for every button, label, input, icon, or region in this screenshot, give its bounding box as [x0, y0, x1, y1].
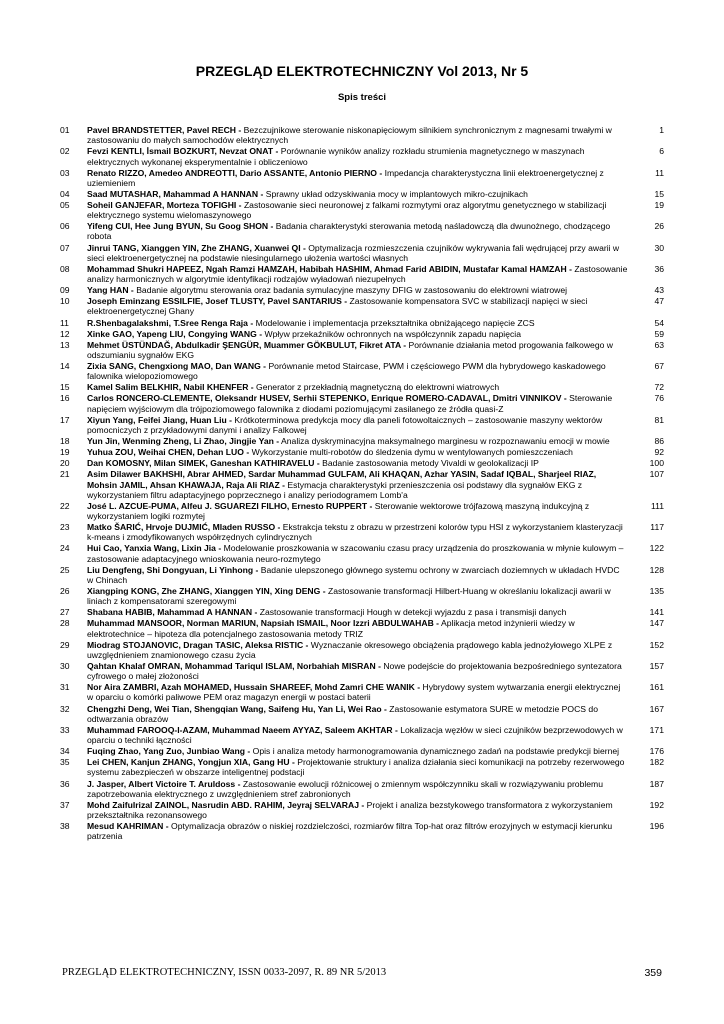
entry-title: Hybrydowy system wytwarzania energii elektrycznej w oparciu o komórki paliwowe PEM oraz magazyn energii w postaci baterii: [87, 682, 621, 703]
toc-heading: Spis treści: [337, 92, 387, 103]
entry-authors: Mehmet ÜSTÜNDAĞ, Abdulkadir ŞENGÜR, Muammer GÖKBULUT, Fikret ATA -: [87, 339, 407, 350]
entry-authors: Asim Dilawer BAKHSHI, Abrar AHMED, Sardar Muhammad GULFAM, Ali KHAQAN, Azhar YASIN, Sadaf IQBAL, Sharjeel RIAZ, Mohsin JAMIL, Ahsan KHAWAJA, Raja Ali RIAZ -: [87, 469, 597, 490]
entry-text: [87, 436, 636, 446]
entry-page-number: 122: [649, 543, 664, 554]
entry-number: 08: [60, 263, 70, 274]
entry-text: [87, 318, 636, 328]
entry-authors: Dan KOMOSNY, Milan SIMEK, Ganeshan KATHIRAVELU -: [87, 458, 320, 469]
toc-entry[interactable]: [60, 779, 664, 799]
entry-authors: Mohd Zaifulrizal ZAINOL, Nasrudin ABD. RAHIM, Jeyraj SELVARAJ -: [87, 799, 365, 810]
entry-page-number: 157: [649, 660, 664, 671]
entry-page-number: 111: [650, 500, 664, 511]
entry-page-number: 187: [649, 778, 664, 789]
entry-text: [87, 361, 636, 381]
entry-title: Zastosowanie analizy harmonicznych w algorytmie identyfikacji rodzajów wyładowań niezupełnych: [87, 263, 628, 285]
entry-title: Wpływ przekaźników ochronnych na współczynnik zapadu napięcia: [264, 328, 521, 339]
entry-text: [87, 543, 636, 563]
toc-entry[interactable]: [60, 318, 664, 328]
entry-page-number: 182: [649, 757, 664, 768]
entry-number: 19: [60, 447, 70, 458]
entry-number: 03: [60, 167, 70, 178]
toc-entry[interactable]: [60, 329, 664, 339]
entry-authors: Zixia SANG, Chengxiong MAO, Dan WANG -: [87, 361, 267, 372]
toc-entry[interactable]: [60, 264, 664, 284]
entry-number: 32: [60, 703, 70, 714]
toc-entry[interactable]: [60, 618, 664, 638]
toc-entry[interactable]: [60, 522, 664, 542]
entry-title: Projekt i analiza bezstykowego transformatora z wykorzystaniem przekształtnika rezonansowego: [87, 799, 613, 821]
entry-number: 15: [60, 382, 70, 393]
entry-page-number: 26: [654, 221, 664, 232]
entry-text: [87, 618, 636, 638]
entry-number: 07: [60, 242, 70, 253]
entry-page-number: 63: [654, 339, 664, 350]
entry-page-number: 167: [649, 703, 664, 714]
entry-text: [87, 447, 636, 457]
entry-title: Nowe podejście do projektowania bezpośredniego syntezatora cyfrowego o małej złożoności: [87, 660, 622, 682]
toc-entry[interactable]: [60, 361, 664, 381]
entry-number: 02: [60, 146, 70, 157]
entry-page-number: 19: [654, 199, 664, 210]
entry-text: [87, 415, 636, 435]
entry-title: Porównanie działania metod progowania falkowego w odszumianiu sygnałów EKG: [87, 339, 613, 360]
entry-number: 34: [60, 746, 70, 757]
entry-number: 11: [60, 317, 69, 328]
entry-title: Zastosowanie kompensatora SVC w stabilizacji napięci w sieci elektroenergetycznej Ghany: [87, 296, 588, 317]
entry-text: [87, 329, 636, 339]
entry-title: Opis i analiza metody harmonogramowania dynamicznego zadań na podstawie predykcji biernej: [252, 746, 620, 757]
entry-text: [87, 146, 636, 166]
toc-entry[interactable]: [60, 447, 664, 457]
entry-authors: Qahtan Khalaf OMRAN, Mohammad Tariqul ISLAM, Norbahiah MISRAN -: [87, 660, 381, 671]
entry-authors: Joseph Eminzang ESSILFIE, Josef TLUSTY, Pavel SANTARIUS -: [87, 296, 348, 307]
entry-title: Analiza dyskryminacyjna maksymalnego marginesu w rozpoznawaniu emocji w mowie: [281, 436, 610, 447]
toc-entry[interactable]: [60, 586, 664, 606]
entry-number: 35: [60, 757, 70, 768]
entry-number: 25: [60, 564, 70, 575]
entry-authors: Yun Jin, Wenming Zheng, Li Zhao, Jingjie Yan -: [87, 436, 280, 447]
toc-entry[interactable]: [60, 501, 664, 521]
toc-entry[interactable]: [60, 221, 664, 241]
entry-title: Sterowanie napięciem wyjściowym dla trójpoziomowego falownika z diodami poziomującymi zasilanego ze źródła quasi-Z: [87, 393, 613, 414]
entry-title: Projektowanie struktury i analiza działania sieci komunikacji na potrzeby rezerwowego systemu zabezpieczeń w obszarze inteligentnej podstacji: [87, 757, 625, 778]
entry-authors: Yang HAN -: [87, 285, 134, 296]
entry-authors: Chengzhi Deng, Wei Tian, Shengqian Wang, Saifeng Hu, Yan Li, Wei Rao -: [87, 703, 387, 714]
entry-number: 38: [60, 821, 70, 832]
entry-title: Krótkoterminowa predykcja mocy dla paneli fotowoltaicznych – zastosowanie maszyny wektorów pomocniczych z przykładowymi danymi i analizy Falkowej: [87, 414, 603, 435]
entry-text: [87, 221, 636, 241]
toc-entry[interactable]: [60, 340, 664, 360]
entry-number: 05: [60, 199, 70, 210]
toc-entry[interactable]: [60, 469, 664, 500]
entry-text: [87, 821, 636, 841]
entry-title: Badanie zastosowania metody Vivaldi w geolokalizacji IP: [322, 458, 539, 469]
entry-number: 24: [60, 543, 70, 554]
entry-authors: Kamel Salim BELKHIR, Nabil KHENFER -: [87, 382, 254, 393]
entry-authors: Shabana HABIB, Mahammad A HANNAN -: [87, 607, 258, 618]
toc-entry[interactable]: [60, 243, 664, 263]
toc-entry[interactable]: [60, 189, 664, 199]
entry-page-number: 47: [654, 296, 664, 307]
entry-authors: Pavel BRANDSTETTER, Pavel RECH -: [87, 125, 242, 135]
entry-title: Aplikacja metod inżynierii wiedzy w elektrotechnice – hipoteza dla potencjalnego zastosowania metody TRIZ: [87, 618, 575, 639]
entry-page-number: 36: [654, 263, 664, 274]
entry-authors: Liu Dengfeng, Shi Dongyuan, Li Yinhong -: [87, 564, 259, 575]
entry-title: Sprawny układ odzyskiwania mocy w implantowych mikro-czujnikach: [265, 188, 528, 199]
entry-authors: Renato RIZZO, Amedeo ANDREOTTI, Dario ASSANTE, Antonio PIERNO -: [87, 167, 383, 178]
entry-authors: José L. AZCUE-PUMA, Alfeu J. SGUAREZI FILHO, Ernesto RUPPERT -: [87, 500, 373, 511]
entry-page-number: 135: [649, 586, 664, 596]
entry-page-number: 86: [654, 436, 664, 447]
entry-page-number: 141: [649, 607, 664, 618]
entry-title: Lokalizacja węzłów w sieci czujników bezprzewodowych w oparciu o techniki łączności: [87, 724, 623, 746]
entry-page-number: 15: [654, 188, 664, 199]
entry-number: 04: [60, 188, 70, 199]
journal-title: PRZEGLĄD ELEKTROTECHNICZNY Vol 2013, Nr 5: [195, 63, 529, 79]
entry-number: 18: [60, 436, 70, 447]
entry-number: 06: [60, 221, 70, 232]
entry-page-number: 6: [659, 146, 664, 157]
toc-entry[interactable]: [60, 200, 664, 220]
toc-entry[interactable]: [60, 800, 664, 820]
entry-authors: Carlos RONCERO-CLEMENTE, Oleksandr HUSEV, Serhii STEPENKO, Enrique ROMERO-CADAVAL, Dmitri VINNIKOV -: [87, 393, 567, 404]
entry-text: [87, 200, 636, 220]
entry-page-number: 72: [654, 382, 664, 393]
entry-number: 10: [60, 296, 70, 307]
entry-page-number: 11: [655, 167, 664, 178]
toc-entry[interactable]: [60, 543, 664, 563]
entry-title: Zastosowanie transformacji Hough w detekcji wyjazdu z pasa i transmisji danych: [259, 607, 567, 618]
toc-entry[interactable]: [60, 565, 664, 585]
toc-entry[interactable]: [60, 757, 664, 777]
entry-page-number: 1: [659, 125, 664, 135]
entry-number: 30: [60, 660, 70, 671]
footer-journal-info: PRZEGLĄD ELEKTROTECHNICZNY, ISSN 0033-2097, R. 89 NR 5/2013: [62, 967, 387, 978]
entry-text: [87, 640, 636, 660]
toc-entry[interactable]: [60, 125, 664, 145]
entry-authors: Lei CHEN, Kanjun ZHANG, Yongjun XIA, Gang HU -: [87, 757, 295, 768]
entry-page-number: 176: [649, 746, 664, 757]
entry-page-number: 147: [649, 618, 664, 629]
entry-text: [87, 340, 636, 360]
entry-authors: Muhammad MANSOOR, Norman MARIUN, Napsiah ISMAIL, Noor Izzri ABDULWAHAB -: [87, 618, 440, 629]
entry-title: Porównanie metod Staircase, PWM i częściowego PWM dla hybrydowego kaskadowego falownika wielopoziomowego: [87, 361, 606, 382]
entry-page-number: 100: [649, 458, 664, 469]
entry-text: [87, 285, 636, 295]
toc-entry[interactable]: [60, 146, 664, 166]
entry-page-number: 128: [649, 564, 664, 575]
table-of-contents: [60, 125, 664, 842]
entry-title: Zastosowanie estymatora SURE w metodzie POCS do odtwarzania obrazów: [87, 703, 598, 724]
toc-entry[interactable]: [60, 415, 664, 435]
entry-authors: Jinrui TANG, Xianggen YIN, Zhe ZHANG, Xuanwei QI -: [87, 242, 306, 253]
entry-authors: Hui Cao, Yanxia Wang, Lixin Jia -: [87, 543, 222, 554]
entry-authors: Soheil GANJEFAR, Morteza TOFIGHI -: [87, 199, 242, 210]
entry-number: 31: [60, 682, 70, 693]
entry-authors: Xiangping KONG, Zhe ZHANG, Xianggen YIN, Xing DENG -: [87, 586, 326, 596]
toc-entry[interactable]: [60, 458, 664, 468]
toc-entry[interactable]: [60, 682, 664, 702]
entry-number: 21: [60, 469, 70, 480]
entry-number: 17: [60, 414, 70, 425]
entry-number: 01: [60, 125, 70, 135]
entry-number: 29: [60, 639, 70, 650]
entry-text: [87, 586, 636, 606]
entry-title: Badanie ulepszonego głównego systemu ochrony w zwarciach doziemnych w układach HVDC w Chinach: [87, 564, 620, 585]
entry-text: [87, 125, 636, 145]
toc-entry[interactable]: [60, 640, 664, 660]
entry-text: [87, 704, 636, 724]
entry-authors: Xiyun Yang, Feifei Jiang, Huan Liu -: [87, 414, 233, 425]
entry-page-number: 59: [654, 328, 664, 339]
entry-number: 09: [60, 285, 70, 296]
entry-text: [87, 501, 636, 521]
entry-page-number: 171: [649, 724, 664, 735]
entry-authors: J. Jasper, Albert Victoire T. Aruldoss -: [87, 778, 241, 789]
entry-title: Optymalizacja obrazów o niskiej rozdzielczości, rozmiarów filtra Top-hat oraz filtrów erozyjnych w estymacji kierunku patrzenia: [87, 821, 613, 842]
entry-text: [87, 607, 636, 617]
entry-authors: Yifeng CUI, Hee Jung BYUN, Su Goog SHON -: [87, 221, 274, 232]
entry-page-number: 161: [649, 682, 664, 693]
entry-title: Badania charakterystyki sterowania metodą naśladowczą dla dwunożnego, chodzącego robota: [87, 221, 611, 242]
toc-entry[interactable]: [60, 382, 664, 392]
entry-title: Generator z przekładnią magnetyczną do elektrowni wiatrowych: [256, 382, 500, 393]
entry-page-number: 152: [649, 639, 664, 650]
entry-authors: Miodrag STOJANOVIC, Dragan TASIC, Aleksa RISTIC -: [87, 639, 309, 650]
entry-title: Bezczujnikowe sterowanie niskonapięciowym silnikiem synchronicznym z magnesami trwałymi w zastosowaniu do małych samochodów elektrycznych: [87, 125, 612, 146]
entry-page-number: 92: [654, 447, 664, 458]
entry-authors: R.Shenbagalakshmi, T.Sree Renga Raja -: [87, 317, 254, 328]
toc-entry[interactable]: [60, 436, 664, 446]
toc-entry[interactable]: [60, 393, 664, 413]
entry-title: Modelowanie proszkowania w szacowaniu czasu pracy urządzenia do proszkowania w młynie kulowym – zastosowanie adaptacyjnego wnioskowania neuro-rozmytego: [87, 543, 624, 564]
entry-authors: Muhammad FAROOQ-I-AZAM, Muhammad Naeem AYYAZ, Saleem AKHTAR -: [87, 724, 398, 735]
entry-text: [87, 757, 636, 777]
entry-authors: Fevzi KENTLI, İsmail BOZKURT, Nevzat ONAT -: [87, 146, 279, 157]
toc-entry[interactable]: [60, 285, 664, 295]
entry-title: Modelowanie i implementacja przekształtnika obniżającego napięcie ZCS: [255, 317, 535, 328]
entry-title: Zastosowanie ewolucji różnicowej o zmiennym współczynniku skali w rozwiązywaniu problemu zapotrzebowania elektrycznego z uwzględnieniem stref zabronionych: [87, 778, 603, 799]
toc-entry[interactable]: [60, 296, 664, 316]
entry-text: [87, 168, 636, 188]
entry-page-number: 81: [654, 414, 664, 425]
entry-page-number: 43: [654, 285, 664, 296]
entry-number: 37: [60, 799, 70, 810]
entry-page-number: 76: [654, 393, 664, 404]
entry-number: 22: [60, 500, 70, 511]
entry-number: 26: [60, 586, 70, 596]
entry-page-number: 54: [654, 317, 664, 328]
entry-authors: Nor Aira ZAMBRI, Azah MOHAMED, Hussain SHAREEF, Mohd Zamri CHE WANIK -: [87, 682, 421, 693]
entry-text: [87, 382, 636, 392]
entry-text: [87, 264, 636, 284]
entry-authors: Fuqing Zhao, Yang Zuo, Junbiao Wang -: [87, 746, 251, 757]
entry-title: Optymalizacja rozmieszczenia czujników wykrywania fali wędrującej przy awarii w sieci elektroenergetycznej na podstawie niesingularnego ułożenia wartości własnych: [87, 242, 620, 263]
entry-page-number: 196: [649, 821, 664, 832]
entry-page-number: 117: [650, 522, 664, 533]
entry-authors: Mohammad Shukri HAPEEZ, Ngah Ramzi HAMZAH, Habibah HASHIM, Ahmad Farid ABIDIN, Mustafar Kamal HAMZAH -: [87, 263, 572, 274]
entry-title: Estymacja charakterystyki przenieszczenia osi podstawy dla sygnałów EKG z wykorzystaniem filtru adaptacyjnego poprzecznego i analizy periodogramem Lomb'a: [87, 479, 583, 500]
entry-title: Porównanie wyników analizy rozkładu strumienia magnetycznego w maszynach elektrycznych wykonanej eksperymentalnie i obliczeniowo: [87, 146, 585, 167]
entry-number: 12: [60, 328, 70, 339]
entry-text: [87, 458, 636, 468]
entry-page-number: 192: [649, 799, 664, 810]
entry-number: 27: [60, 607, 70, 618]
entry-text: [87, 800, 636, 820]
entry-title: Sterowanie wektorowe trójfazową maszyną indukcyjną z wykorzystaniem logiki rozmytej: [87, 500, 590, 522]
entry-title: Ekstrakcja tekstu z obrazu w przestrzeni kolorów typu HSI z wykorzystaniem klasteryzacji k-means i zmodyfikowanych współrzędnych cylindrycznych: [87, 522, 623, 543]
entry-authors: Saad MUTASHAR, Mahammad A HANNAN -: [87, 188, 264, 199]
entry-page-number: 107: [649, 469, 664, 480]
entry-title: Impedancja charakterystyczna linii elektroenergetycznej z uziemieniem: [87, 167, 604, 188]
entry-title: Badanie algorytmu sterowania oraz badania symulacyjne maszyny DFIG w zastosowaniu do elektrowni wiatrowej: [136, 285, 568, 296]
entry-text: [87, 661, 636, 681]
entry-number: 16: [60, 393, 70, 404]
entry-text: [87, 296, 636, 316]
entry-authors: Matko ŠARIĆ, Hrvoje DUJMIĆ, Mladen RUSSO -: [87, 522, 281, 533]
toc-entry[interactable]: [60, 607, 664, 617]
entry-number: 20: [60, 458, 70, 469]
entry-authors: Xinke GAO, Yapeng LIU, Congying WANG -: [87, 328, 263, 339]
entry-text: [87, 469, 636, 500]
toc-entry[interactable]: [60, 168, 664, 188]
entry-number: 14: [60, 361, 70, 372]
entry-text: [87, 565, 636, 585]
toc-entry[interactable]: [60, 746, 664, 756]
entry-number: 33: [60, 724, 70, 735]
entry-page-number: 67: [654, 361, 664, 372]
entry-text: [87, 243, 636, 263]
entry-authors: Mesud KAHRIMAN -: [87, 821, 169, 832]
toc-entry[interactable]: [60, 821, 664, 841]
entry-text: [87, 189, 636, 199]
toc-entry[interactable]: [60, 725, 664, 745]
entry-text: [87, 393, 636, 413]
toc-entry[interactable]: [60, 704, 664, 724]
entry-title: Wyznaczanie okresowego obciążenia prądowego kabla jednożyłowego XLPE z uwzględnieniem znamionowego czasu życia: [87, 639, 613, 660]
entry-title: Wykorzystanie multi-robotów do śledzenia dymu w wentylowanych pomieszczeniach: [251, 447, 573, 458]
entry-number: 23: [60, 522, 70, 533]
entry-page-number: 30: [654, 242, 664, 253]
entry-number: 28: [60, 618, 70, 629]
entry-text: [87, 779, 636, 799]
entry-title: Zastosowanie transformacji Hilbert-Huang w określaniu lokalizacji awarii w liniach z kompensatorami szeregowymi: [87, 586, 611, 607]
entry-text: [87, 725, 636, 745]
entry-text: [87, 746, 636, 756]
entry-number: 13: [60, 339, 70, 350]
entry-text: [87, 682, 636, 702]
toc-entry[interactable]: [60, 661, 664, 681]
entry-text: [87, 522, 636, 542]
entry-title: Zastosowanie sieci neuronowej z falkami rozmytymi oraz algorytmu genetycznego w stabilizacji elektrycznego systemu wielomaszynowego: [87, 199, 607, 221]
entry-number: 36: [60, 778, 70, 789]
footer-page-number: 359: [644, 967, 662, 979]
entry-authors: Yuhua ZOU, Weihai CHEN, Dehan LUO -: [87, 447, 250, 458]
